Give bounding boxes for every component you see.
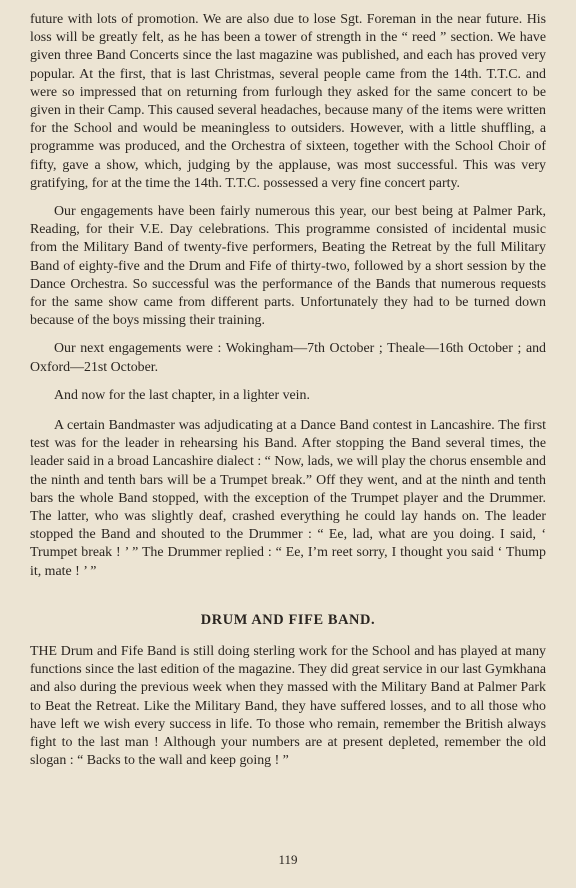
paragraph-engagements: Our engagements have been fairly numerous this year, our best being at Palmer Park, Reading, for their V.E. Day celebrations. This programme consisted of incidental music from the Military Band of twenty-five performers, Beating the Retreat by the full Military Band of eighty-five and the Drum and Fife of thirty-two, followed by a short session by the Dance Orchestra. So successful was the performance of the Bands that numerous requests for the same show came from different parts. Unfortunately they had to be turned down because of the boys missing their training. bbox=[30, 204, 546, 329]
page-number: 119 bbox=[278, 852, 298, 867]
paragraph-next-engagements: Our next engagements were : Wokingham—7th October ; Theale—16th October ; and Oxford—21st October. bbox=[30, 341, 546, 375]
magazine-page bbox=[30, 11, 546, 770]
paragraph-drum-and-fife: THE Drum and Fife Band is still doing sterling work for the School and has played at many functions since the last edition of the magazine. They did great service in our last Gymkhana and also during the previous week when they massed with the Military Band at Palmer Park to Beat the Retreat. Like the Military Band, they have suffered losses, and to all those who have left we wish every success in life. To those who remain, remember the British always fight to the last man ! Although your numbers are at present depleted, remember the old slogan : “ Backs to the wall and keep going ! ” bbox=[30, 643, 546, 769]
paragraph-bandmaster-anecdote: A certain Bandmaster was adjudicating at a Dance Band contest in Lancashire. The first test was for the leader in rehearsing his Band. After stopping the Band several times, the leader said in a broad Lancashire dialect : “ Now, lads, we will play the chorus ensemble and the ninth and tenth bars will be a Trumpet break.” Off they went, and at the ninth and tenth bars the whole Band stopped, with the exception of the Trumpet player and the Drummer. The latter, who was slightly deaf, crashed everything he could lay hands on. The leader stopped the Band and shouted to the Drummer : “ Ee, lad, what are you doing. I said, ‘ Trumpet break ! ’ ” The Drummer replied : “ Ee, I’m reet sorry, I thought you said ‘ Thump it, mate ! ’ ” bbox=[30, 418, 546, 579]
paragraph-band-concerts: future with lots of promotion. We are also due to lose Sgt. Foreman in the near future. His loss will be greatly felt, as he has been a tower of strength in the “ reed ” section. We have given three Band Concerts since the last magazine was published, and each has proved very popular. At the first, that is last Christmas, several people came from the 14th. T.T.C. and were so impressed that on returning from furlough they asked for the same concert to be given in their Camp. This caused several headaches, because many of the items were written for the School and would be meaningless to outsiders. However, with a little shuffling, a programme was produced, and the Orchestra of sixteen, together with the School Choir of fifty, gave a show, which, judging by the applause, was most successful. This was very gratifying, for at the time the 14th. T.T.C. possessed a very fine concert party. bbox=[30, 12, 546, 191]
paragraph-lighter-vein: And now for the last chapter, in a lighter vein. bbox=[54, 387, 310, 403]
section-heading-drum-and-fife: DRUM AND FIFE BAND. bbox=[200, 611, 376, 628]
